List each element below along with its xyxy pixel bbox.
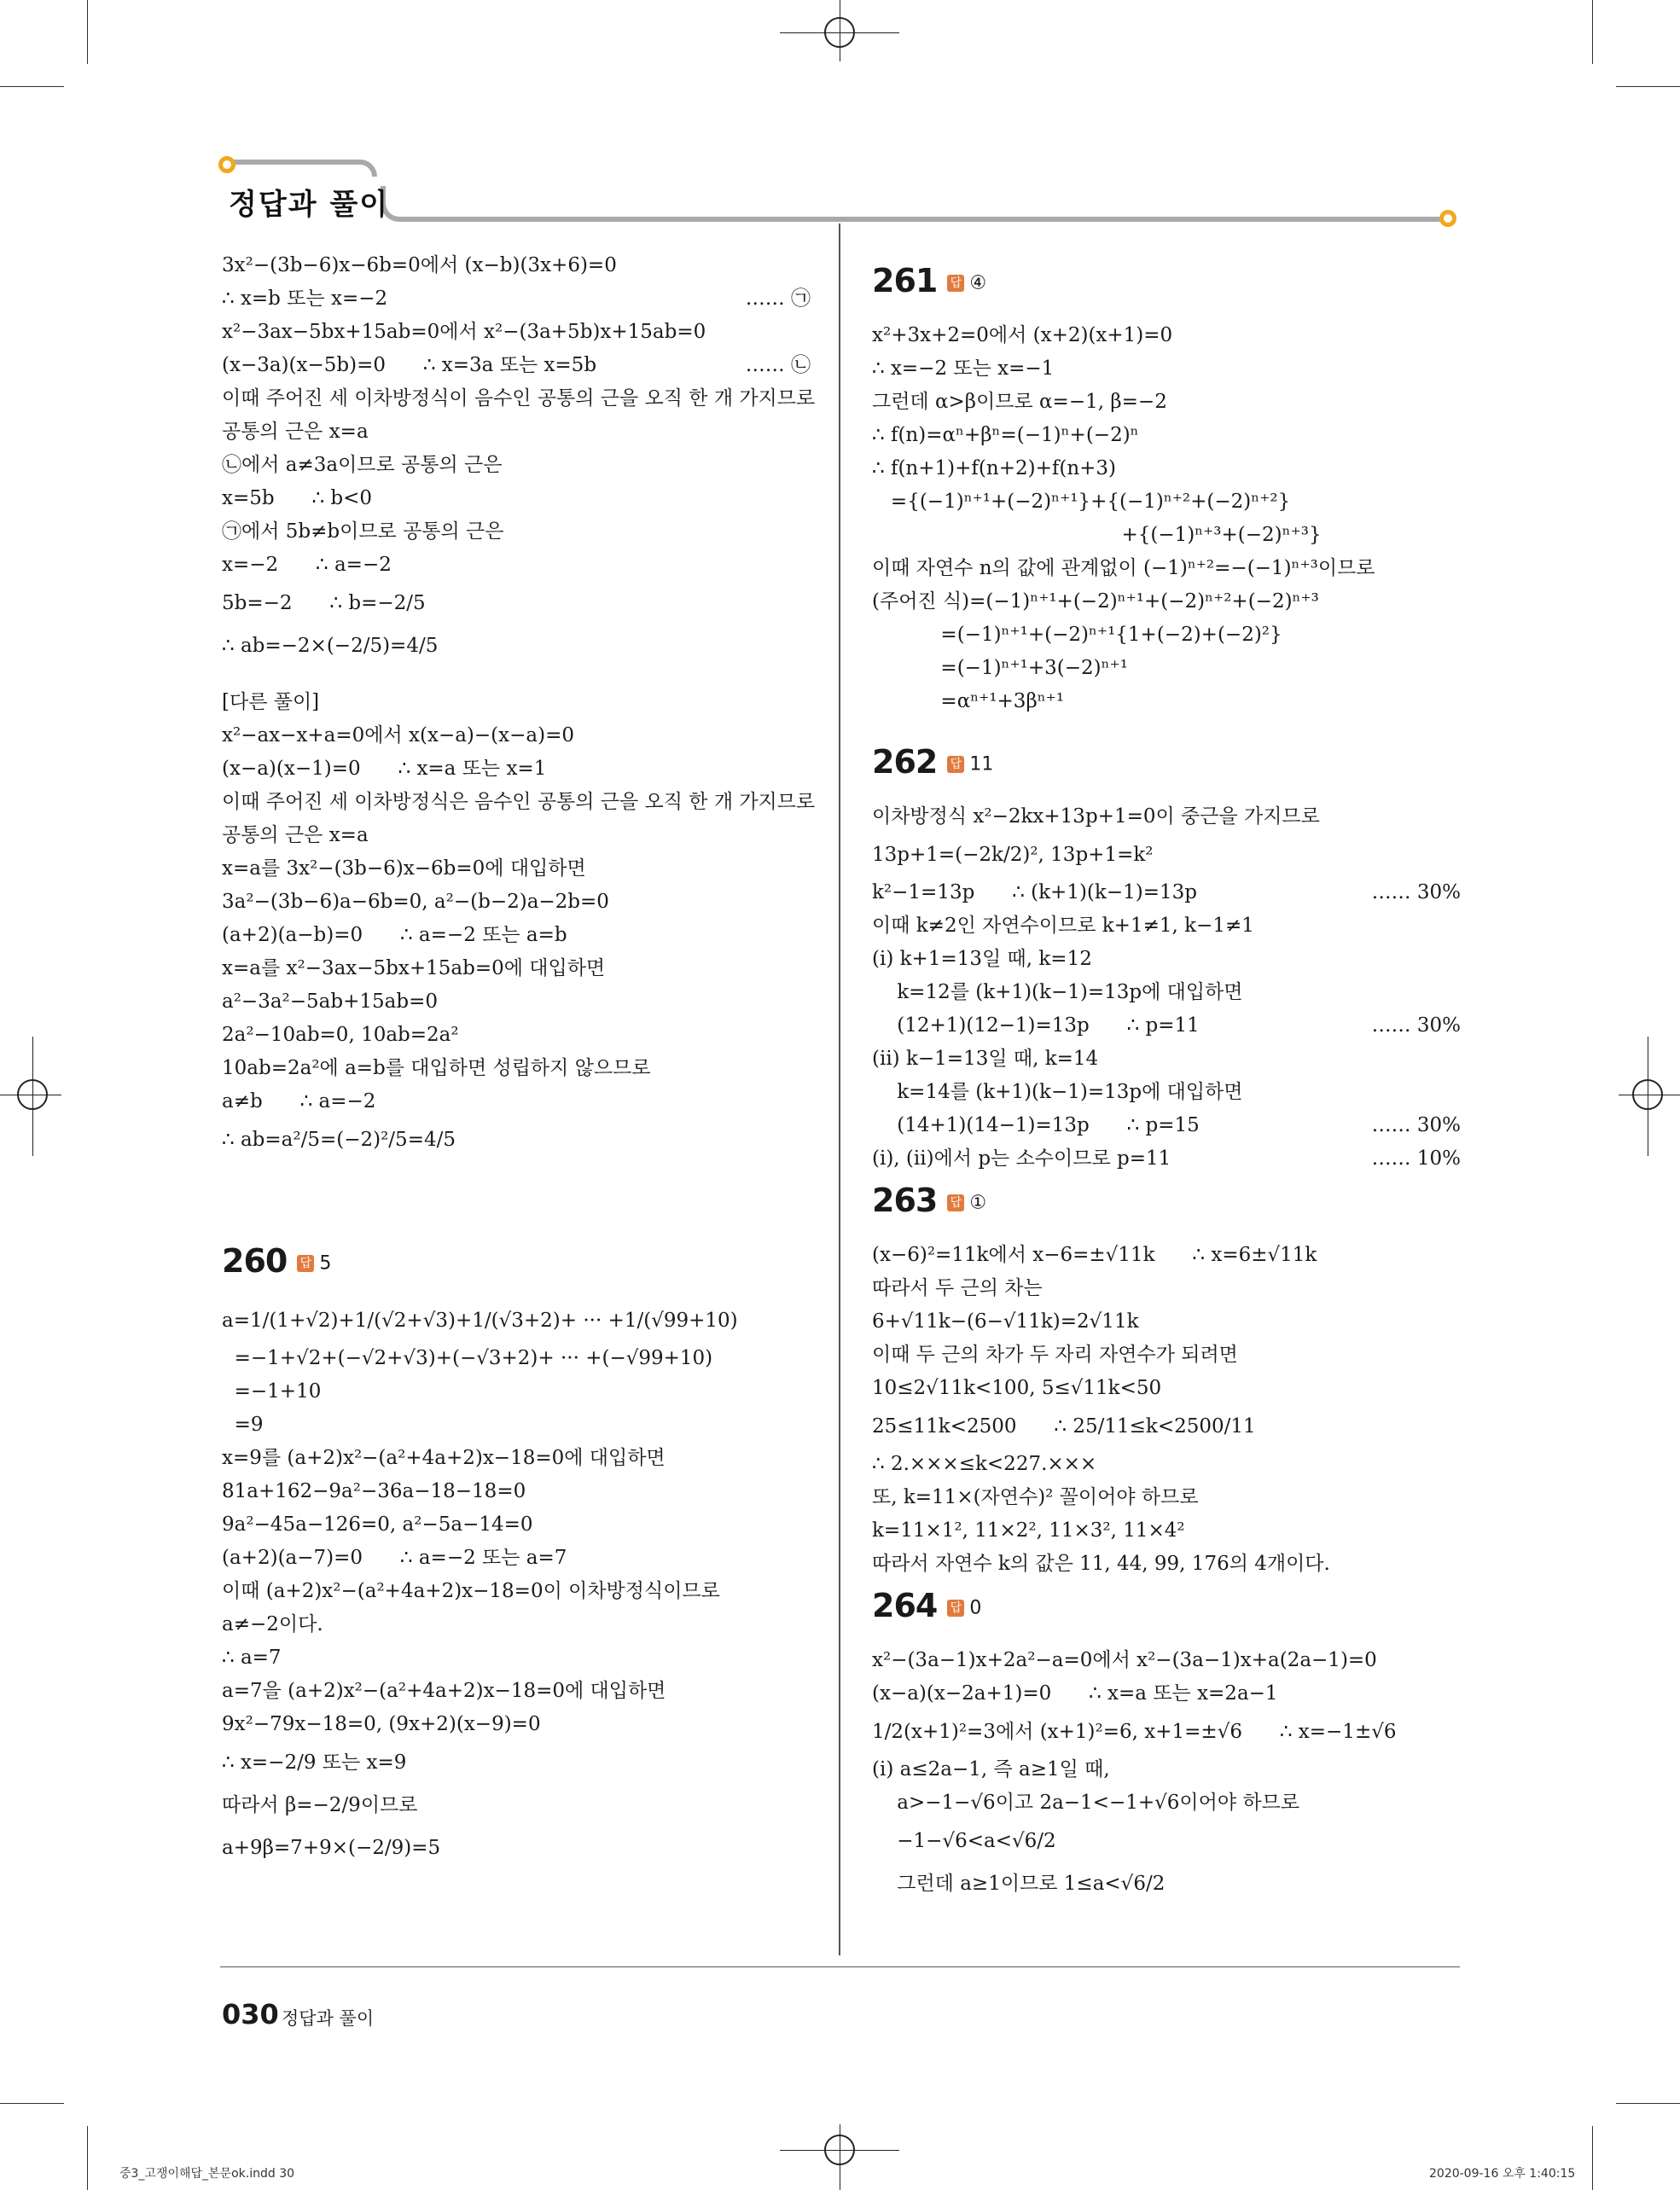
solution-line: a≠−2이다. <box>222 1613 323 1635</box>
solution-line: (주어진 식)=(−1)ⁿ⁺¹+(−2)ⁿ⁺¹+(−2)ⁿ⁺²+(−2)ⁿ⁺³ <box>872 590 1319 613</box>
page-number: 030 <box>222 1998 279 2030</box>
solution-text: (x−3a)(x−5b)=0 ∴ x=3a 또는 x=5b <box>222 354 597 376</box>
solution-text: a+9β=7+9×(−2/9)=5 <box>222 1837 441 1859</box>
solution-text: 13p+1=(−2k/2)², 13p+1=k² <box>872 844 1154 866</box>
solution-line: x=9를 (a+2)x²−(a²+4a+2)x−18=0에 대입하면 <box>222 1447 666 1469</box>
solution-text: ∴ ab=a²/5=(−2)²/5=4/5 <box>222 1129 456 1151</box>
solution-line: k=11×1², 11×2², 11×3², 11×4² <box>872 1519 1185 1542</box>
solution-text: −1−√6<a<√6/2 <box>872 1830 1056 1852</box>
solution-line: [다른 풀이] <box>222 691 320 713</box>
solution-text: 따라서 β=−2/9이므로 <box>222 1794 418 1816</box>
solution-line <box>872 1009 1461 1043</box>
header-bar <box>227 160 377 177</box>
solution-line: 따라서 자연수 k의 값은 11, 44, 99, 176의 4개이다. <box>872 1553 1330 1575</box>
solution-line: 공통의 근은 x=a <box>222 421 369 443</box>
solution-line: ∴ 2.×××≤k<227.××× <box>872 1453 1097 1475</box>
solution-line <box>222 349 811 382</box>
solution-text: ∴ x=b 또는 x=−2 <box>222 288 388 310</box>
answer-value: 5 <box>319 1252 332 1275</box>
solution-line: 이때 (a+2)x²−(a²+4a+2)x−18=0이 이차방정식이므로 <box>222 1580 720 1602</box>
solution-text: (12+1)(12−1)=13p ∴ p=11 <box>872 1014 1200 1037</box>
solution-line: x=−2 ∴ a=−2 <box>222 554 392 576</box>
answer <box>947 1186 986 1220</box>
solution-line: 이때 두 근의 차가 두 자리 자연수가 되려면 <box>872 1344 1238 1366</box>
solution-line: ∴ f(n+1)+f(n+2)+f(n+3) <box>872 457 1117 479</box>
solution-line <box>872 1109 1461 1142</box>
solution-line: 3a²−(3b−6)a−6b=0, a²−(b−2)a−2b=0 <box>222 891 609 913</box>
solution-line: x=a를 3x²−(3b−6)x−6b=0에 대입하면 <box>222 857 586 880</box>
solution-line: a²−3a²−5ab+15ab=0 <box>222 990 438 1013</box>
solution-line: 2a²−10ab=0, 10ab=2a² <box>222 1024 459 1046</box>
solution-line <box>872 1862 1461 1905</box>
column-divider <box>839 224 840 1955</box>
solution-line: 이때 주어진 세 이차방정식은 음수인 공통의 근을 오직 한 개 가지므로 <box>222 791 816 813</box>
header-dot-icon <box>218 156 235 173</box>
registration-mark-icon <box>32 1037 33 1156</box>
solution-line: 9x²−79x−18=0, (9x+2)(x−9)=0 <box>222 1713 541 1735</box>
header-bar <box>381 186 1452 222</box>
solution-text: ∴ ab=−2×(−2/5)=4/5 <box>222 635 439 657</box>
solution-line: (ii) k−1=13일 때, k=14 <box>872 1048 1099 1070</box>
solution-line: 또, k=11×(자연수)² 꼴이어야 하므로 <box>872 1486 1199 1508</box>
solution-line <box>222 1784 811 1827</box>
score-tag: …… 30% <box>1371 881 1461 903</box>
solution-line <box>872 1820 1461 1862</box>
solution-line: k=12를 (k+1)(k−1)=13p에 대입하면 <box>872 981 1243 1003</box>
solution-line: 10≤2√11k<100, 5≤√11k<50 <box>872 1377 1162 1399</box>
spacer <box>222 1217 811 1236</box>
solution-line <box>222 1299 811 1342</box>
solution-line: x=a를 x²−3ax−5bx+15ab=0에 대입하면 <box>222 957 606 979</box>
problem-number: 262 <box>872 743 938 781</box>
solution-line <box>222 582 811 624</box>
solution-line: (a+2)(a−7)=0 ∴ a=−2 또는 a=7 <box>222 1547 567 1569</box>
solution-line: =9 <box>222 1414 264 1436</box>
problem-header <box>872 1176 1461 1239</box>
crop-mark <box>1592 2126 1593 2190</box>
answer <box>297 1246 331 1281</box>
crop-mark <box>1616 86 1680 87</box>
crop-mark <box>0 2103 64 2104</box>
solution-line <box>222 1827 811 1869</box>
solution-line: 이때 자연수 n의 값에 관계없이 (−1)ⁿ⁺²=−(−1)ⁿ⁺³이므로 <box>872 557 1375 579</box>
solution-line: 그런데 α>β이므로 α=−1, β=−2 <box>872 391 1167 413</box>
solution-text: (14+1)(14−1)=13p ∴ p=15 <box>872 1114 1200 1136</box>
solution-line <box>872 1711 1461 1753</box>
solution-text: 1/2(x+1)²=3에서 (x+1)²=6, x+1=±√6 ∴ x=−1±√6 <box>872 1721 1397 1743</box>
answer-badge-icon: 답 <box>947 1600 964 1617</box>
spacer <box>222 1199 811 1217</box>
answer-badge-icon: 답 <box>947 756 964 773</box>
score-tag: …… 30% <box>1371 1014 1461 1037</box>
solution-line: 6+√11k−(6−√11k)=2√11k <box>872 1310 1139 1333</box>
answer <box>947 1591 981 1625</box>
solution-line <box>222 1741 811 1784</box>
solution-text: 5b=−2 ∴ b=−2/5 <box>222 592 426 614</box>
solution-line: 81a+162−9a²−36a−18−18=0 <box>222 1480 526 1502</box>
spacer <box>872 718 1461 737</box>
solution-text: (i), (ii)에서 p는 소수이므로 p=11 <box>872 1147 1171 1170</box>
problem-number: 263 <box>872 1182 938 1219</box>
score-tag: …… 10% <box>1371 1147 1461 1170</box>
solution-line: 이때 k≠2인 자연수이므로 k+1≠1, k−1≠1 <box>872 915 1254 937</box>
problem-header <box>222 1236 811 1299</box>
solution-line: +{(−1)ⁿ⁺³+(−2)ⁿ⁺³} <box>872 524 1322 546</box>
answer-value: ④ <box>969 272 987 294</box>
solution-line: (x−a)(x−1)=0 ∴ x=a 또는 x=1 <box>222 758 547 780</box>
problem-number: 261 <box>872 262 938 299</box>
spacer <box>222 667 811 686</box>
solution-line: (a+2)(a−b)=0 ∴ a=−2 또는 a=b <box>222 924 567 946</box>
solution-line: (x−a)(x−2a+1)=0 ∴ x=a 또는 x=2a−1 <box>872 1682 1278 1705</box>
spacer <box>222 1161 811 1180</box>
answer-value: 0 <box>969 1597 982 1619</box>
score-tag: …… ㉡ <box>745 354 811 376</box>
solution-line: (i) k+1=13일 때, k=12 <box>872 948 1092 970</box>
crop-mark <box>1592 0 1593 64</box>
solution-text: ∴ x=−2/9 또는 x=9 <box>222 1751 407 1774</box>
solution-line: a=7을 (a+2)x²−(a²+4a+2)x−18=0에 대입하면 <box>222 1680 666 1702</box>
solution-line: =−1+√2+(−√2+√3)+(−√3+2)+ ··· +(−√99+10) <box>222 1347 713 1369</box>
spacer <box>222 1180 811 1199</box>
solution-line <box>222 1118 811 1161</box>
solution-line: x²−(3a−1)x+2a²−a=0에서 x²−(3a−1)x+a(2a−1)=0 <box>872 1649 1377 1671</box>
crop-mark <box>1616 2103 1680 2104</box>
crop-mark <box>87 2126 88 2190</box>
solution-line: x=5b ∴ b<0 <box>222 487 373 509</box>
solution-line: k=14를 (k+1)(k−1)=13p에 대입하면 <box>872 1081 1243 1103</box>
solution-line: ∴ f(n)=αⁿ+βⁿ=(−1)ⁿ+(−2)ⁿ <box>872 424 1139 446</box>
footer-label: 정답과 풀이 <box>282 2008 375 2029</box>
crop-mark <box>87 0 88 64</box>
solution-text: a=1/(1+√2)+1/(√2+√3)+1/(√3+2)+ ··· +1/(√99+10) <box>222 1310 738 1332</box>
answer-badge-icon: 답 <box>297 1255 314 1272</box>
problem-header <box>872 737 1461 800</box>
solution-text: 그런데 a≥1이므로 1≤a<√6/2 <box>872 1873 1166 1895</box>
slug-timestamp: 2020-09-16 오후 1:40:15 <box>1429 2167 1576 2181</box>
solution-text: 25≤11k<2500 ∴ 25/11≤k<2500/11 <box>872 1415 1256 1438</box>
score-tag: …… ㉠ <box>745 288 811 310</box>
solution-line: a>−1−√6이고 2a−1<−1+√6이어야 하므로 <box>872 1792 1300 1814</box>
solution-line: x²−ax−x+a=0에서 x(x−a)−(x−a)=0 <box>222 724 574 746</box>
solution-line: 3x²−(3b−6)x−6b=0에서 (x−b)(3x+6)=0 <box>222 254 617 276</box>
problem-number: 260 <box>222 1242 288 1280</box>
solution-line: (i) a≤2a−1, 즉 a≥1일 때, <box>872 1758 1110 1780</box>
solution-line <box>872 876 1461 909</box>
solution-line <box>222 624 811 667</box>
solution-line: 이때 주어진 세 이차방정식이 음수인 공통의 근을 오직 한 개 가지므로 <box>222 387 816 410</box>
solution-line: =(−1)ⁿ⁺¹+(−2)ⁿ⁺¹{1+(−2)+(−2)²} <box>872 624 1282 646</box>
problem-header <box>872 256 1461 319</box>
solution-line: 공통의 근은 x=a <box>222 824 369 846</box>
bottom-rule <box>220 1966 1460 1967</box>
header-dot-icon <box>1439 210 1456 227</box>
right-column <box>872 256 1461 1905</box>
left-column <box>222 249 816 1869</box>
solution-line: ∴ x=−2 또는 x=−1 <box>872 357 1055 380</box>
solution-line <box>222 282 811 316</box>
solution-line: 이차방정식 x²−2kx+13p+1=0이 중근을 가지므로 <box>872 805 1320 828</box>
page-title: 정답과 풀이 <box>229 188 390 222</box>
solution-line <box>872 1142 1461 1176</box>
problem-header <box>872 1581 1461 1644</box>
answer-badge-icon: 답 <box>947 275 964 292</box>
solution-line: ∴ a=7 <box>222 1647 282 1669</box>
solution-line: x²−3ax−5bx+15ab=0에서 x²−(3a+5b)x+15ab=0 <box>222 321 706 343</box>
solution-line: x²+3x+2=0에서 (x+2)(x+1)=0 <box>872 324 1173 346</box>
solution-line: ={(−1)ⁿ⁺¹+(−2)ⁿ⁺¹}+{(−1)ⁿ⁺²+(−2)ⁿ⁺²} <box>872 491 1291 513</box>
solution-line: 10ab=2a²에 a=b를 대입하면 성립하지 않으므로 <box>222 1057 651 1079</box>
solution-line: ㉠에서 5b≠b이므로 공통의 근은 <box>222 520 504 543</box>
solution-text: k²−1=13p ∴ (k+1)(k−1)=13p <box>872 881 1197 903</box>
answer-value: 11 <box>969 753 994 776</box>
crop-mark <box>0 86 64 87</box>
answer <box>947 266 986 300</box>
solution-line: 따라서 두 근의 차는 <box>872 1277 1043 1299</box>
solution-line <box>872 1405 1461 1448</box>
solution-line: =(−1)ⁿ⁺¹+3(−2)ⁿ⁺¹ <box>872 657 1128 679</box>
solution-line: =αⁿ⁺¹+3βⁿ⁺¹ <box>872 690 1065 712</box>
answer-value: ① <box>969 1192 987 1214</box>
answer-badge-icon: 답 <box>947 1194 964 1211</box>
score-tag: …… 30% <box>1371 1114 1461 1136</box>
slug-filename: 중3_고쟁이해답_본문ok.indd 30 <box>119 2167 295 2181</box>
solution-line: a≠b ∴ a=−2 <box>222 1090 376 1112</box>
answer <box>947 747 993 781</box>
solution-line: ㉡에서 a≠3a이므로 공통의 근은 <box>222 454 503 476</box>
solution-line: =−1+10 <box>222 1380 322 1403</box>
solution-line <box>872 834 1461 876</box>
problem-number: 264 <box>872 1587 938 1624</box>
solution-line: (x−6)²=11k에서 x−6=±√11k ∴ x=6±√11k <box>872 1244 1317 1266</box>
solution-line: 9a²−45a−126=0, a²−5a−14=0 <box>222 1513 533 1536</box>
